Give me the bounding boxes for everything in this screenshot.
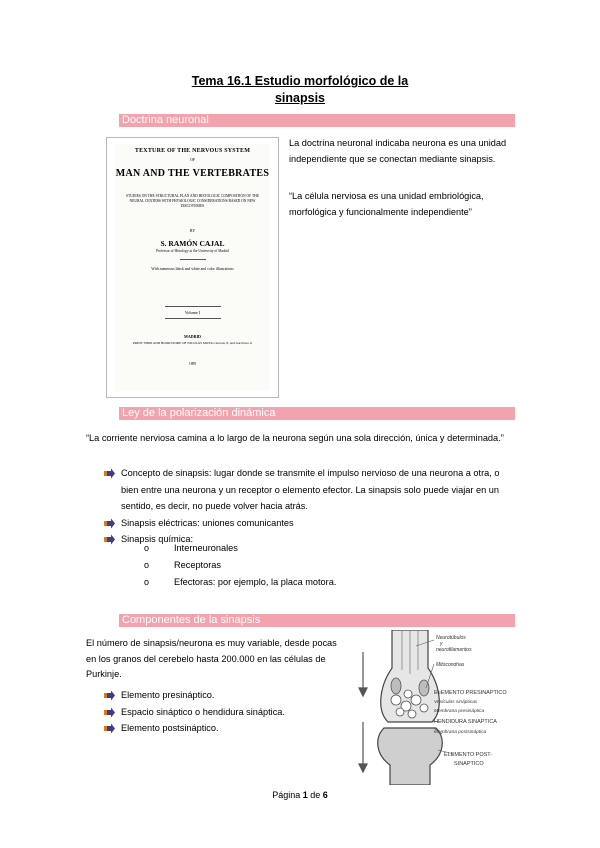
footer-page-total: 6 xyxy=(322,790,328,800)
book-line: With numerous black and white and color illustrations xyxy=(151,267,234,271)
book-line: STUDIES ON THE STRUCTURAL PLAN AND HISTOLOGIC COMPOSITION OF THE NEURAL CENTERS WITH PHYSIOLOGIC CONSIDERATIONS BASED ON NEW DISCOVERIES xyxy=(126,194,259,208)
doctrina-quote: “La célula nerviosa es una unidad embriológica, morfológica y funcionalmente independiente” xyxy=(289,191,484,217)
section-heading-polarizacion: Ley de la polarización dinámica xyxy=(119,407,515,420)
list-item xyxy=(104,704,344,721)
doctrina-paragraph: La doctrina neuronal indicaba neurona es una unidad independiente que se conectan mediante sinapsis. xyxy=(289,138,507,164)
book-line: MAN AND THE VERTEBRATES xyxy=(115,168,270,179)
circle-bullet-icon: o xyxy=(144,560,150,570)
figure-label: Mitocondrias xyxy=(436,662,465,668)
list-item xyxy=(144,574,504,591)
circle-bullet-icon: o xyxy=(144,543,150,553)
arrow-bullet-icon xyxy=(104,518,115,529)
mitochondria xyxy=(391,678,401,694)
figure-label: Neurotúbulos xyxy=(436,635,466,641)
book-line: MADRID xyxy=(184,334,201,339)
list-item xyxy=(104,687,344,704)
footer-middle: de xyxy=(310,790,321,800)
figure-label: ELEMENTO POST- xyxy=(444,752,493,758)
bullet-text: Sinapsis eléctricas: uniones comunicantes xyxy=(121,517,294,528)
page-title xyxy=(0,73,600,107)
book-rule xyxy=(180,259,206,260)
polarizacion-quote: “La corriente nerviosa camina a lo largo de la neurona según una sola dirección, única y determinada.” xyxy=(86,433,504,443)
figure-label: Membrana presináptica xyxy=(434,709,485,714)
book-line: PRINT SHOP AND BOOKSTORE OF NICOLÁS MOYA Carretas, 8, and Garcilaso, 6 xyxy=(133,341,252,345)
bullet-text: Elemento postsináptico. xyxy=(121,723,219,733)
arrow-bullet-icon xyxy=(104,723,115,734)
list-item xyxy=(104,515,516,532)
arrow-bullet-icon xyxy=(104,468,115,479)
book-line: Professor of Histology at the University of Madrid xyxy=(156,249,229,253)
page-footer xyxy=(0,790,600,800)
list-item xyxy=(104,465,516,515)
figure-label: HENDIDURA SINAPTICA xyxy=(434,719,497,725)
subitem-text: Interneuronales xyxy=(174,543,238,553)
book-line: 1899 xyxy=(188,362,197,366)
book-line: BY xyxy=(189,228,196,233)
arrow-bullet-icon xyxy=(104,707,115,718)
bullet-text: Sinapsis química: xyxy=(121,534,194,544)
list-item xyxy=(104,720,344,737)
footer-prefix: Página xyxy=(272,790,301,800)
componentes-paragraph: El número de sinapsis/neurona es muy variable, desde pocas en los granos del cerebelo hasta 200.000 en las células de Purkinje. xyxy=(86,638,337,679)
figure-label: y xyxy=(440,641,443,647)
bullet-text: Concepto de sinapsis: lugar donde se transmite el impulso nervioso de una neurona a otra, o bien entre una neurona y un receptor o elemento efector. La sinapsis solo puede viajar en un sentido, es decir, no puede volver hacia atrás. xyxy=(121,468,500,511)
subitem-text: Receptoras xyxy=(174,560,221,570)
book-rule xyxy=(165,318,221,319)
figure-label: Membrana postsináptica xyxy=(434,730,487,735)
book-author: S. RAMÓN CAJAL xyxy=(160,239,225,248)
figure-label: neurofilamentos xyxy=(436,647,472,653)
book-cover-image xyxy=(106,137,279,398)
polarizacion-list xyxy=(104,465,516,548)
book-line: Volume I xyxy=(184,310,201,315)
figure-label: SINAPTICO xyxy=(454,761,484,767)
footer-page-number: 1 xyxy=(302,790,308,800)
subitem-text: Efectoras: por ejemplo, la placa motora. xyxy=(174,577,337,587)
bullet-text: Elemento presináptico. xyxy=(121,690,215,700)
bullet-text: Espacio sináptico o hendidura sináptica. xyxy=(121,706,285,717)
book-line: OF xyxy=(189,157,196,162)
book-rule xyxy=(165,306,221,307)
section-heading-doctrina: Doctrina neuronal xyxy=(119,114,515,127)
sinapsis-quimica-sublist xyxy=(144,540,504,591)
arrow-bullet-icon xyxy=(104,534,115,545)
title-line-2: sinapsis xyxy=(274,91,326,105)
arrow-bullet-icon xyxy=(104,690,115,701)
figure-label: ELEMENTO PRESINAPTICO xyxy=(434,690,507,696)
section-heading-componentes: Componentes de la sinapsis xyxy=(119,614,515,627)
list-item xyxy=(144,557,504,574)
synapse-diagram xyxy=(350,630,520,785)
componentes-list xyxy=(104,687,344,737)
book-line: TEXTURE OF THE NERVOUS SYSTEM xyxy=(134,148,251,154)
circle-bullet-icon: o xyxy=(144,577,150,587)
figure-label: Vesículas sinápticas xyxy=(434,700,478,705)
title-line-1: Tema 16.1 Estudio morfológico de la xyxy=(191,74,409,88)
list-item xyxy=(144,540,504,557)
